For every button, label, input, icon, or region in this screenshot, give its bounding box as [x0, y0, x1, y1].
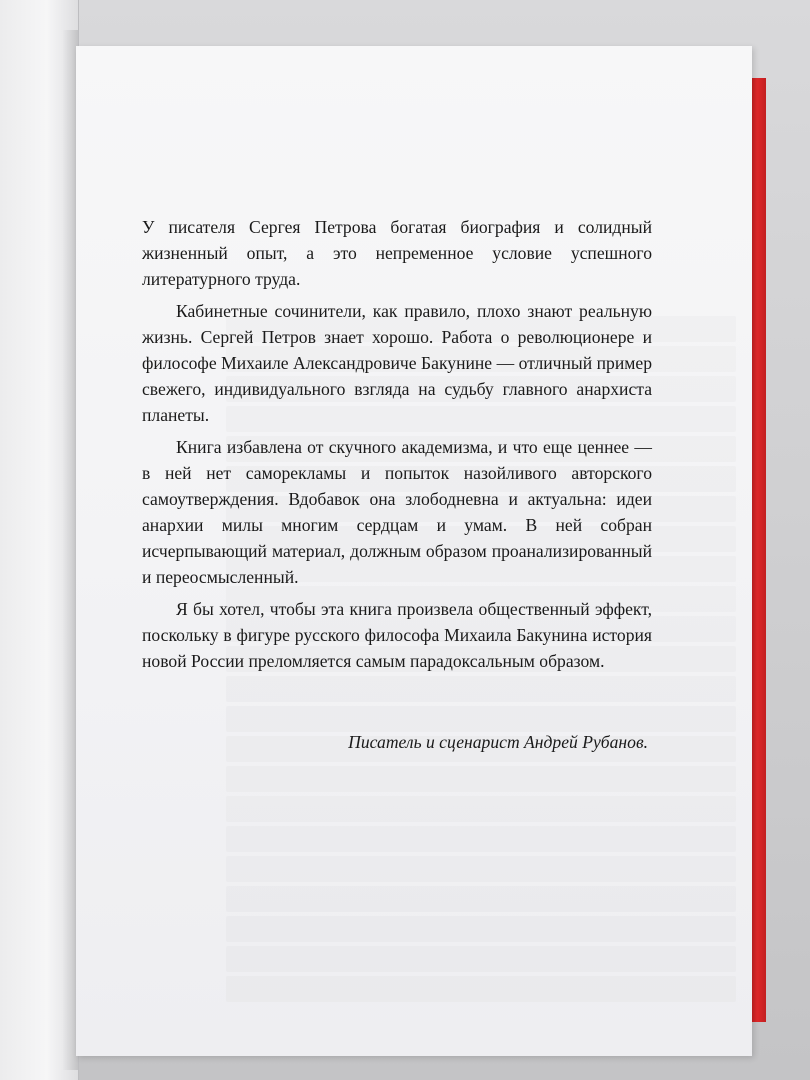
paragraph-3: Книга избавлена от скучного академизма, и что еще ценнее — в ней нет саморекламы и попыток назойливого авторского самоутверждения. Вдобавок она злободневна и актуальна: идеи анархии милы многим сердцам и умам. В ней собран исчерпывающий материал, должным образом проанализированный и переосмысленный.: [142, 437, 652, 587]
paragraph-4: Я бы хотел, чтобы эта книга произвела общественный эффект, поскольку в фигуре русского философа Михаила Бакунина история новой России преломляется самым парадоксальным образом.: [142, 599, 652, 671]
paragraph-2: Кабинетные сочинители, как правило, плохо знают реальную жизнь. Сергей Петров знает хорошо. Работа о революционере и философе Михаиле Александровиче Бакунине — отличный пример свежего, индивидуального взгляда на судьбу главного анархиста планеты.: [142, 301, 652, 425]
foreword-text: [142, 214, 652, 680]
author-signature: Писатель и сценарист Андрей Рубанов.: [348, 732, 648, 752]
paragraph-1: У писателя Сергея Петрова богатая биография и солидный жизненный опыт, а это непременное условие успешного литературного труда.: [142, 217, 652, 289]
